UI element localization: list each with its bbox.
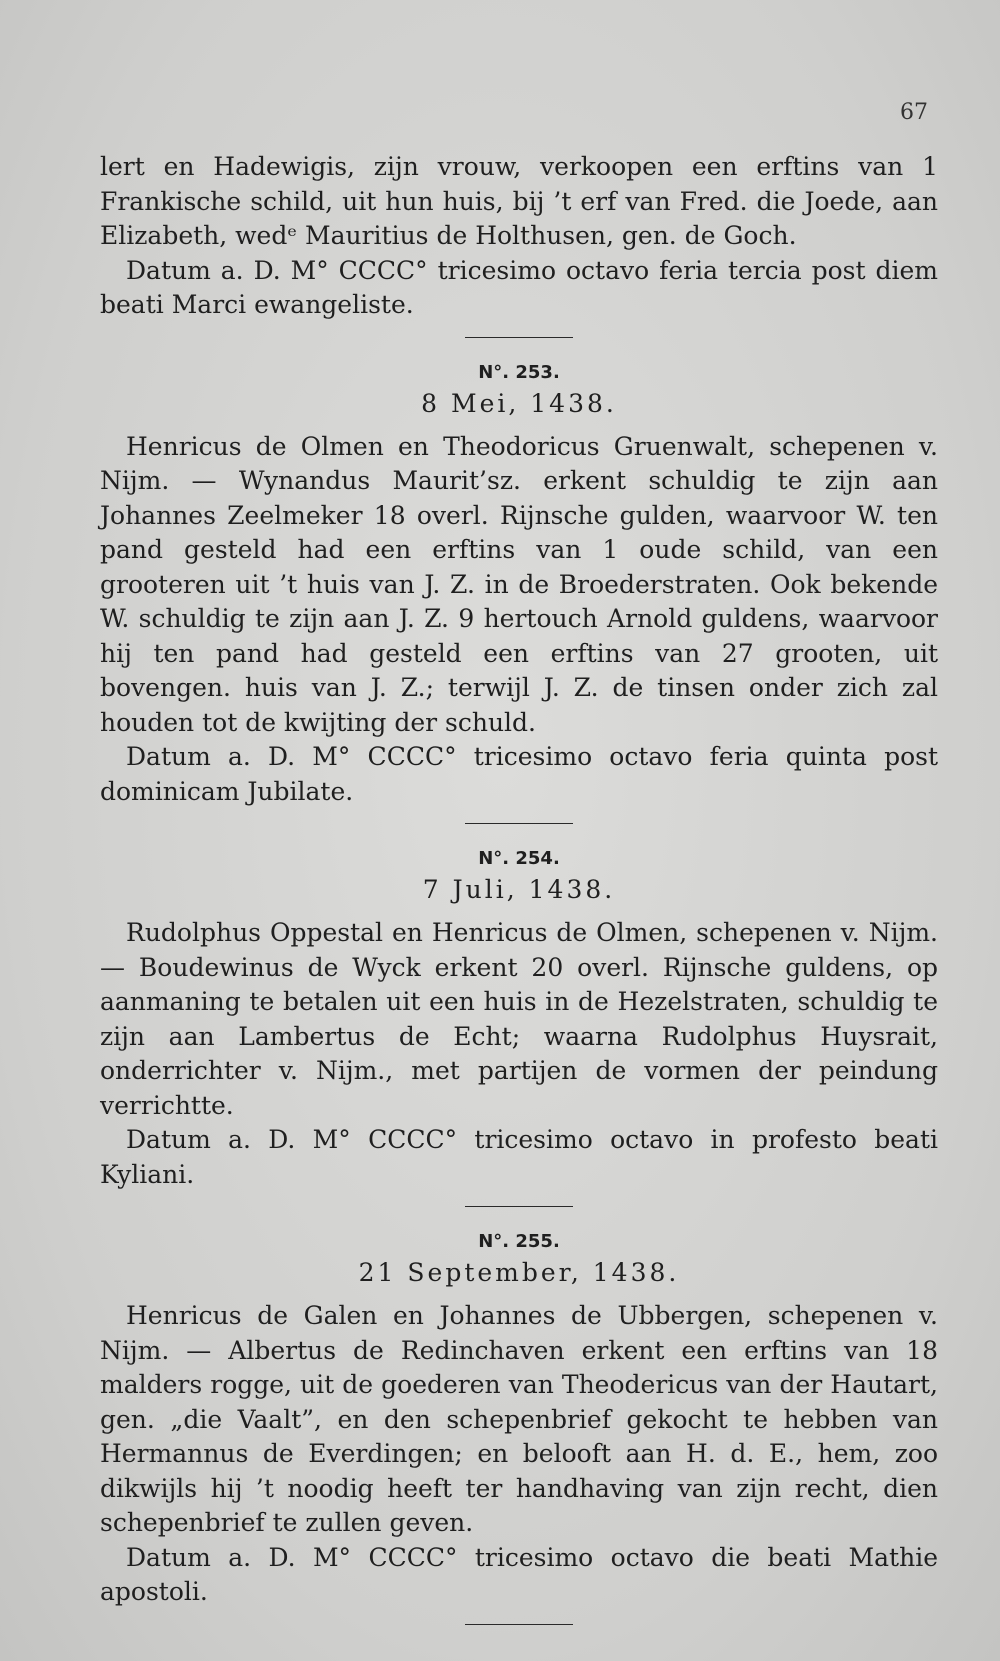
entry-253 [100, 362, 938, 825]
entry-date: 21 September, 1438. [358, 1258, 680, 1287]
section-divider [465, 1624, 573, 1625]
entry-datum: Datum a. D. M° CCCC° tricesimo octavo die beati Mathie apostoli. [100, 1542, 938, 1606]
page-number: 67 [900, 100, 928, 125]
section-divider [465, 337, 573, 338]
entry-date: 7 Juli, 1438. [422, 875, 616, 904]
intro-datum: Datum a. D. M° CCCC° tricesimo octavo feria tercia post diem beati Marci ewangeliste. [100, 255, 938, 319]
section-divider [465, 823, 573, 824]
entry-text: Henricus de Galen en Johannes de Ubbergen, schepenen v. Nijm. — Albertus de Redinchaven erkent een erftins van 18 malders rogge, uit de goederen van Theodericus van der Hautart, gen. „die Vaalt”, en den schepenbrief gekocht te hebben van Hermannus de Everdingen; en belooft aan H. d. E., hem, zoo dikwijls hij ’t noodig heeft ter handhaving van zijn recht, dien schepenbrief te zullen geven. [100, 1301, 938, 1537]
intro-paragraph: lert en Hadewigis, zijn vrouw, verkoopen een erftins van 1 Frankische schild, uit hun huis, bij ’t erf van Fred. die Joede, aan Elizabeth, wedᵉ Mauritius de Holthusen, gen. de Goch. [100, 152, 938, 250]
entry-text: Rudolphus Oppestal en Henricus de Olmen, schepenen v. Nijm. — Boudewinus de Wyck erkent 20 overl. Rijnsche guldens, op aanmaning te betalen uit een huis in de Hezelstraten, schuldig te zijn aan Lambertus de Echt; waarna Rudolphus Huysrait, onderrichter v. Nijm., met partijen de vormen der peindung verrichtte. [100, 918, 938, 1120]
text-column [100, 150, 938, 1649]
entry-255 [100, 1231, 938, 1625]
entry-number: N°. 255. [478, 1231, 560, 1252]
entry-number: N°. 254. [478, 848, 560, 869]
entry-datum: Datum a. D. M° CCCC° tricesimo octavo in profesto beati Kyliani. [100, 1125, 938, 1189]
entry-datum: Datum a. D. M° CCCC° tricesimo octavo feria quinta post dominicam Jubilate. [100, 742, 938, 806]
entry-text: Henricus de Olmen en Theodoricus Gruenwalt, schepenen v. Nijm. — Wynandus Maurit’sz. erkent schuldig te zijn aan Johannes Zeelmeker 18 overl. Rijnsche gulden, waarvoor W. ten pand gesteld had een erftins van 1 oude schild, van een grooteren uit ’t huis van J. Z. in de Broederstraten. Ook bekende W. schuldig te zijn aan J. Z. 9 hertouch Arnold guldens, waarvoor hij ten pand had gesteld een erftins van 27 grooten, uit bovengen. huis van J. Z.; terwijl J. Z. de tinsen onder zich zal houden tot de kwijting der schuld. [100, 431, 938, 737]
section-divider [465, 1206, 573, 1207]
entry-254 [100, 848, 938, 1207]
entry-number: N°. 253. [478, 361, 560, 383]
entry-date: 8 Mei, 1438. [421, 388, 617, 418]
